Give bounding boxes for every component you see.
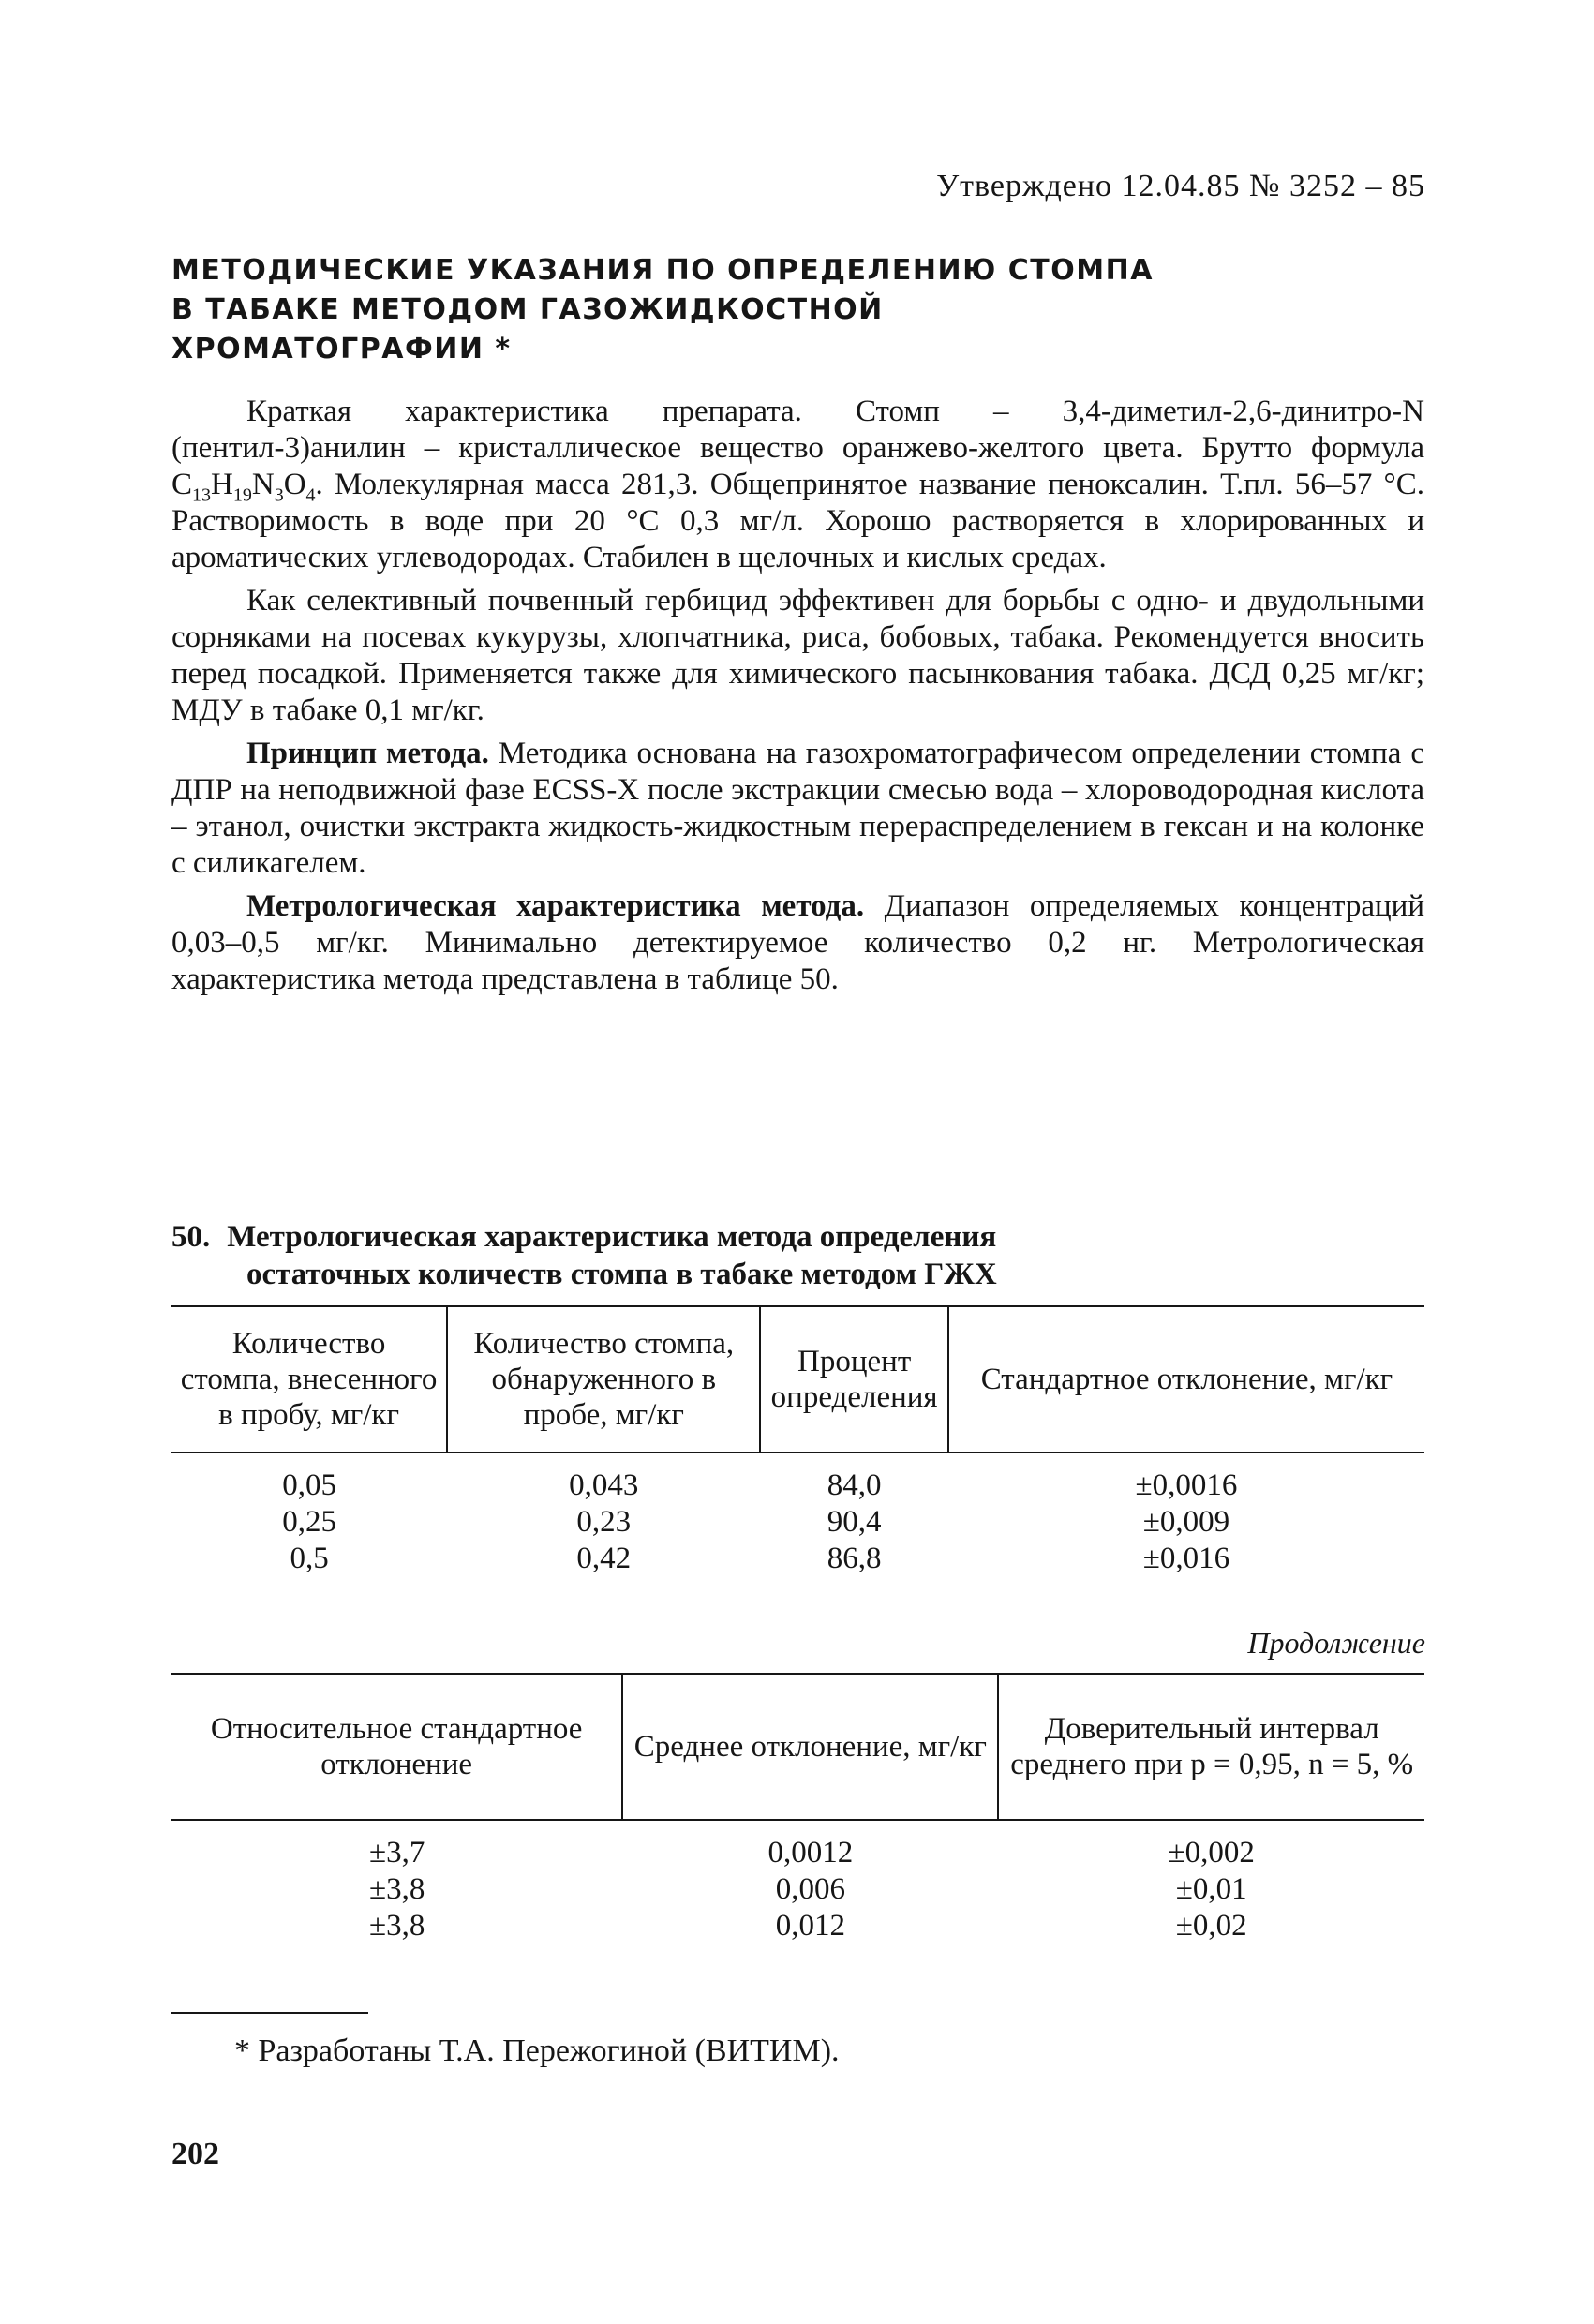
paragraph-text: Как селективный почвенный гербицид эффективен для борьбы с одно- и двудольными сорняками на посевах кукурузы, хлопчатника, риса, бобовых, табака. Рекомендуется вносить перед посадкой. Применяется также для химического пасынкования табака. ДСД 0,25 мг/кг; МДУ в табаке 0,1 мг/кг. [171,584,1424,727]
chemical-formula: $C_{13}H_{19}N_3O_4$ [171,468,316,506]
cell: ±0,01 [1175,1871,1247,1906]
table-row [171,1452,1424,1503]
cell: 0,012 [775,1908,845,1943]
paragraph-characteristics [171,394,1424,576]
footnote-divider [171,2012,368,2014]
cell: 0,0012 [767,1835,854,1870]
caption-line: Метрологическая характеристика метода определения [227,1220,997,1254]
cell: 0,23 [576,1504,632,1539]
cell: ±3,7 [368,1835,425,1870]
cell: 0,006 [775,1871,845,1906]
header-cell: Процент определения [760,1306,948,1452]
table-caption [171,1218,997,1293]
cell: 90,4 [827,1504,882,1539]
footnote: * Разработаны Т.А. Пережогиной (ВИТИМ). [234,2034,840,2068]
paragraph-usage [171,583,1424,729]
cell: 0,5 [290,1541,329,1575]
paragraph-lead: Метрологическая характеристика метода. [246,889,865,923]
header-cell: Количество стомпа, обнаруженного в пробе, мг/кг [447,1306,760,1452]
cell: 84,0 [827,1467,882,1502]
title-line: МЕТОДИЧЕСКИЕ УКАЗАНИЯ ПО ОПРЕДЕЛЕНИЮ СТОМПА [171,254,1154,287]
table-row [171,1503,1424,1540]
title-line: ХРОМАТОГРАФИИ * [171,333,512,365]
cell: ±3,8 [368,1871,425,1906]
table-row [171,1907,1424,1944]
header-cell: Доверительный интервал среднего при p = 0,95, n = 5, % [998,1674,1424,1820]
table-number: 50. [171,1220,211,1254]
continuation-label: Продолжение [1247,1626,1425,1660]
table-row [171,1870,1424,1907]
paragraph-text: Методика основана на газохроматографичесом определении стомпа с ДПР на неподвижной фазе ECSS-X после экстракции смесью вода – хлороводородная кислота – этанол, очистки экстракта жидкость-жидкостным перераспределением в гексан и на колонке с силикагелем. [171,737,1424,880]
paragraph-lead: Принцип метода. [246,737,489,770]
table-row [171,1820,1424,1870]
paragraph-metrology [171,888,1424,998]
caption-line: остаточных количеств стомпа в табаке методом ГЖХ [246,1258,997,1291]
approval-note: Утверждено 12.04.85 № 3252 – 85 [936,169,1425,203]
cell: 86,8 [827,1541,882,1575]
cell: 0,25 [282,1504,336,1539]
cell: ±0,002 [1168,1835,1255,1870]
cell: ±0,0016 [1135,1467,1238,1502]
cell: 0,043 [569,1467,639,1502]
paragraph-text: . Молекулярная масса 281,3. Общепринятое название пеноксалин. Т.пл. 56–57 °С. Растворимость в воде при 20 °С 0,3 мг/л. Хорошо растворяется в хлорированных и ароматических углеводородах. Стабилен в щелочных и кислых средах. [171,468,1424,574]
paragraph-text: Диапазон определяемых концентраций 0,03–0,5 мг/кг. Минимально детектируемое количество 0,2 нг. Метрологическая характеристика метода представлена в таблице 50. [171,889,1424,996]
paragraph-principle [171,736,1424,882]
header-cell: Относительное стандартное отклонение [171,1674,622,1820]
document-title [171,251,1202,369]
header-cell: Количество стомпа, внесенного в пробу, мг/кг [171,1306,447,1452]
cell: ±0,009 [1142,1504,1230,1539]
cell: 0,42 [576,1541,632,1575]
body-text [171,394,1424,1005]
cell: 0,05 [282,1467,336,1502]
title-line: В ТАБАКЕ МЕТОДОМ ГАЗОЖИДКОСТНОЙ [171,293,884,326]
cell: ±3,8 [368,1908,425,1943]
metrology-table-part1 [171,1305,1424,1576]
table-row [171,1540,1424,1576]
metrology-table-part2 [171,1673,1424,1944]
header-cell: Среднее отклонение, мг/кг [622,1674,998,1820]
cell: ±0,016 [1142,1541,1230,1575]
header-cell: Стандартное отклонение, мг/кг [948,1306,1424,1452]
cell: ±0,02 [1175,1908,1247,1943]
page-number: 202 [171,2137,219,2171]
paragraph-text: Краткая характеристика препарата. Стомп – 3,4-диметил-2,6-динитро-N (пентил-3)анилин – кристаллическое вещество оранжево-желтого цвета. Брутто формула [171,395,1424,465]
